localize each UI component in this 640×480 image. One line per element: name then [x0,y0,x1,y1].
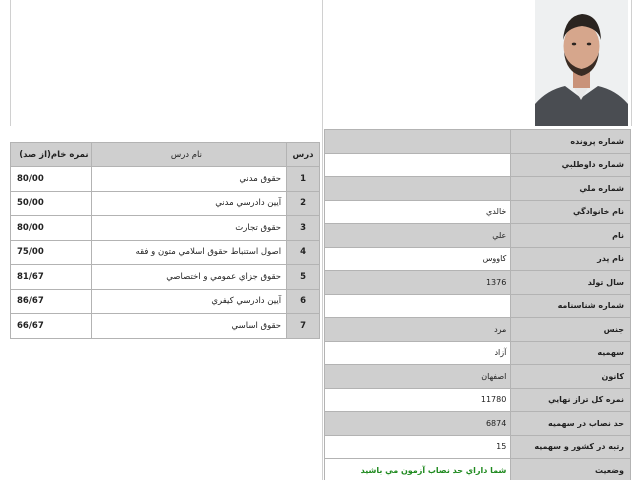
course-name: اصول استنباط حقوق اسلامي متون و فقه [91,240,286,265]
course-number: 2 [287,191,320,216]
info-row-last-name [325,200,631,224]
info-row-quota-threshold [325,412,631,436]
info-value: كاووس [325,247,511,271]
course-score: 66/67 [11,314,92,339]
table-row [11,167,320,192]
info-row-id-number [325,294,631,318]
info-row-total-score [325,388,631,412]
course-score: 86/67 [11,289,92,314]
courses-header-row [11,143,320,167]
status-message: شما داراي حد نصاب آزمون مي باشيد [360,465,507,475]
info-row-first-name [325,224,631,248]
table-row [11,265,320,290]
info-row-national-id [325,177,631,201]
course-name: حقوق اساسي [91,314,286,339]
info-label: وضعيت [511,459,631,480]
info-value [325,177,511,201]
info-row-file-number [325,130,631,154]
info-label: شماره شناسنامه [511,294,631,318]
table-row [11,240,320,265]
course-name: آيين دادرسي مدني [91,191,286,216]
courses-table [10,142,320,339]
info-row-status [325,459,631,480]
info-value: خالدي [325,200,511,224]
table-row [11,216,320,241]
center-divider [322,0,323,480]
info-value [325,459,511,480]
info-label: كانون [511,365,631,389]
info-value: 11780 [325,388,511,412]
course-name: حقوق جزاي عمومي و اختصاصي [91,265,286,290]
info-value [325,130,511,154]
info-row-candidate-number [325,153,631,177]
info-label: سهميه [511,341,631,365]
info-value [325,153,511,177]
info-row-gender [325,318,631,342]
right-frame-line [631,0,632,126]
info-value: 1376 [325,271,511,295]
info-label: جنس [511,318,631,342]
info-row-father-name [325,247,631,271]
info-label: نام خانوادگي [511,200,631,224]
info-value: 6874 [325,412,511,436]
course-score: 80/00 [11,216,92,241]
course-score: 81/67 [11,265,92,290]
course-number: 3 [287,216,320,241]
course-score: 50/00 [11,191,92,216]
info-value: 15 [325,435,511,459]
course-score: 80/00 [11,167,92,192]
info-label: حد نصاب در سهميه [511,412,631,436]
table-row [11,314,320,339]
info-value: اصفهان [325,365,511,389]
info-label: سال تولد [511,271,631,295]
course-score: 75/00 [11,240,92,265]
candidate-photo [535,0,628,126]
info-row-rank [325,435,631,459]
course-name: حقوق مدني [91,167,286,192]
info-value: مرد [325,318,511,342]
info-label: رتبه در كشور و سهميه [511,435,631,459]
info-value: علي [325,224,511,248]
info-row-bar-association [325,365,631,389]
course-number: 1 [287,167,320,192]
col-header-name: نام درس [91,143,286,167]
course-number: 4 [287,240,320,265]
col-header-num: درس [287,143,320,167]
info-label: شماره ملي [511,177,631,201]
info-row-birth-year [325,271,631,295]
table-row [11,191,320,216]
table-row [11,289,320,314]
course-number: 5 [287,265,320,290]
left-frame-line [10,0,11,126]
info-label: نام [511,224,631,248]
info-label: شماره داوطلبي [511,153,631,177]
info-row-quota [325,341,631,365]
course-name: حقوق تجارت [91,216,286,241]
info-label: شماره پرونده [511,130,631,154]
candidate-info-table [324,129,631,480]
info-value [325,294,511,318]
info-label: نام پدر [511,247,631,271]
info-value: آزاد [325,341,511,365]
course-name: آيين دادرسي كيفري [91,289,286,314]
course-number: 6 [287,289,320,314]
col-header-score: نمره خام(از صد) [11,143,92,167]
course-number: 7 [287,314,320,339]
info-label: نمره كل تراز نهايي [511,388,631,412]
